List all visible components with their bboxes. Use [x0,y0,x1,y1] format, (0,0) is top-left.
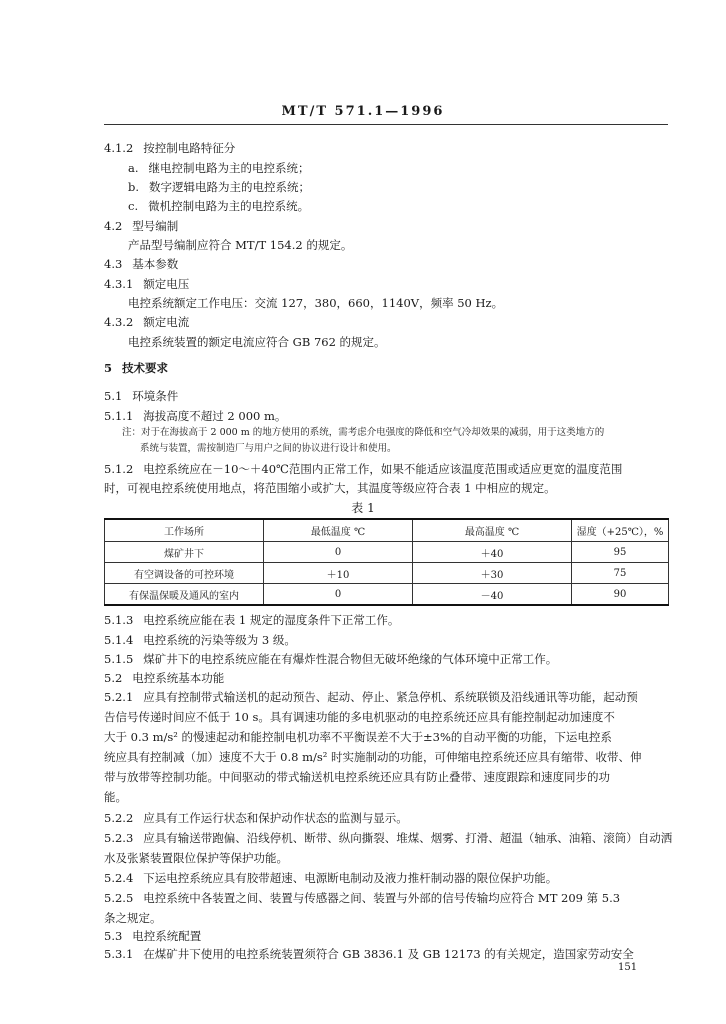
table-cell: 95 [572,542,669,563]
table-cell: 90 [572,584,669,606]
clause-4-1-2: 4.1.2 按控制电路特征分 [104,141,236,155]
table-caption: 表 1 [351,501,375,515]
clause-5-1: 5.1 环境条件 [104,389,179,403]
clause-5-2-1-line-5: 带与放带等控制功能。中间驱动的带式输送机电控系统还应具有防止叠带、速度跟踪和速度同步的功 [104,770,610,784]
clause-5-1-2-line-2: 时，可视电控系统使用地点，将范围缩小或扩大，其温度等级应符合表 1 中相应的规定。 [104,481,556,495]
note-line-1: 注：对于在海拔高于 2 000 m 的地方使用的系统，需考虑介电强度的降低和空气冷却效果的减弱，用于这类地方的 [122,427,605,438]
temperature-table [104,518,669,606]
table-cell: 75 [572,563,669,584]
table-cell: ＋30 [413,563,572,584]
clause-5-2: 5.2 电控系统基本功能 [104,671,225,685]
clause-4-3-1: 4.3.1 额定电压 [104,277,190,291]
header-rule [104,124,668,125]
clause-5-2-3-line-1: 5.2.3 应具有输送带跑偏、沿线停机、断带、纵向撕裂、堆煤、烟雾、打滑、超温（轴承、油箱、滚筒）自动洒 [104,831,673,845]
table-header-cell: 工作场所 [105,519,264,542]
table-cell: ＋10 [264,563,413,584]
table-header-row [105,519,669,542]
clause-4-3-2-body: 电控系统装置的额定电流应符合 GB 762 的规定。 [128,335,386,349]
clause-5-2-1-line-3: 大于 0.3 m/s² 的慢速起动和能控制电机功率不平衡误差不大于±3%的自动平衡的功能，下运电控系 [104,730,612,744]
list-item-a: a. 继电控制电路为主的电控系统； [128,161,310,175]
clause-5-1-3: 5.1.3 电控系统应能在表 1 规定的湿度条件下正常工作。 [104,613,400,627]
list-item-b: b. 数字逻辑电路为主的电控系统； [128,180,311,194]
note-line-2: 系统与装置，需按制造厂与用户之间的协议进行设计和使用。 [140,443,397,454]
clause-5-2-1-line-1: 5.2.1 应具有控制带式输送机的起动预告、起动、停止、紧急停机、系统联锁及沿线通讯等功能，起动预 [104,690,638,704]
clause-4-3: 4.3 基本参数 [104,257,179,271]
clause-5-3-1: 5.3.1 在煤矿井下使用的电控系统装置须符合 GB 3836.1 及 GB 12173 的有关规定，造国家劳动安全 [104,947,634,961]
page-number: 151 [618,962,638,973]
table-cell: 0 [264,542,413,563]
clause-4-3-1-body: 电控系统额定工作电压：交流 127，380，660，1140V，频率 50 Hz。 [128,296,504,310]
table-cell: 煤矿井下 [105,542,264,563]
list-item-c: c. 微机控制电路为主的电控系统。 [128,199,310,213]
table-header-cell: 最低温度 ℃ [264,519,413,542]
clause-5-2-2: 5.2.2 应具有工作运行状态和保护动作状态的监测与显示。 [104,811,408,825]
clause-4-3-2: 4.3.2 额定电流 [104,315,190,329]
table-cell: 有空调设备的可控环境 [105,563,264,584]
clause-5-3: 5.3 电控系统配置 [104,929,202,943]
table-row [105,584,669,606]
table-row [105,542,669,563]
table-header-cell: 湿度（+25℃），% [572,519,669,542]
section-5-heading: 5 技术要求 [104,361,169,375]
clause-5-2-1-line-6: 能。 [104,790,127,804]
clause-5-2-4: 5.2.4 下运电控系统应具有胶带超速、电源断电制动及液力推杆制动器的限位保护功能。 [104,871,558,885]
clause-5-1-1: 5.1.1 海拔高度不超过 2 000 m。 [104,409,287,423]
clause-5-2-5-line-2: 条之规定。 [104,911,162,925]
table-cell: 0 [264,584,413,606]
table-cell: －40 [413,584,572,606]
clause-5-2-1-line-2: 告信号传递时间应不低于 10 s。具有调速功能的多电机驱动的电控系统还应具有能控制起动加速度不 [104,710,615,724]
clause-5-1-5: 5.1.5 煤矿井下的电控系统应能在有爆炸性混合物但无破坏绝缘的气体环境中正常工作。 [104,652,558,666]
clause-5-2-1-line-4: 统应具有控制减（加）速度不大于 0.8 m/s² 时实施制动的功能，可伸缩电控系统还应具有缩带、收带、伸 [104,750,642,764]
clause-4-2-body: 产品型号编制应符合 MT/T 154.2 的规定。 [128,238,353,252]
clause-5-1-4: 5.1.4 电控系统的污染等级为 3 级。 [104,633,296,647]
page-header: MT/T 571.1—1996 [281,104,445,119]
table-row [105,563,669,584]
table-cell: ＋40 [413,542,572,563]
table-header-cell: 最高温度 ℃ [413,519,572,542]
clause-5-2-3-line-2: 水及张紧装置限位保护等保护功能。 [104,851,288,865]
table-cell: 有保温保暖及通风的室内 [105,584,264,606]
clause-5-2-5-line-1: 5.2.5 电控系统中各装置之间、装置与传感器之间、装置与外部的信号传输均应符合 MT 209 第 5.3 [104,891,621,905]
clause-5-1-2-line-1: 5.1.2 电控系统应在－10～＋40℃范围内正常工作，如果不能适应该温度范围或适应更宽的温度范围 [104,462,623,476]
clause-4-2: 4.2 型号编制 [104,219,179,233]
